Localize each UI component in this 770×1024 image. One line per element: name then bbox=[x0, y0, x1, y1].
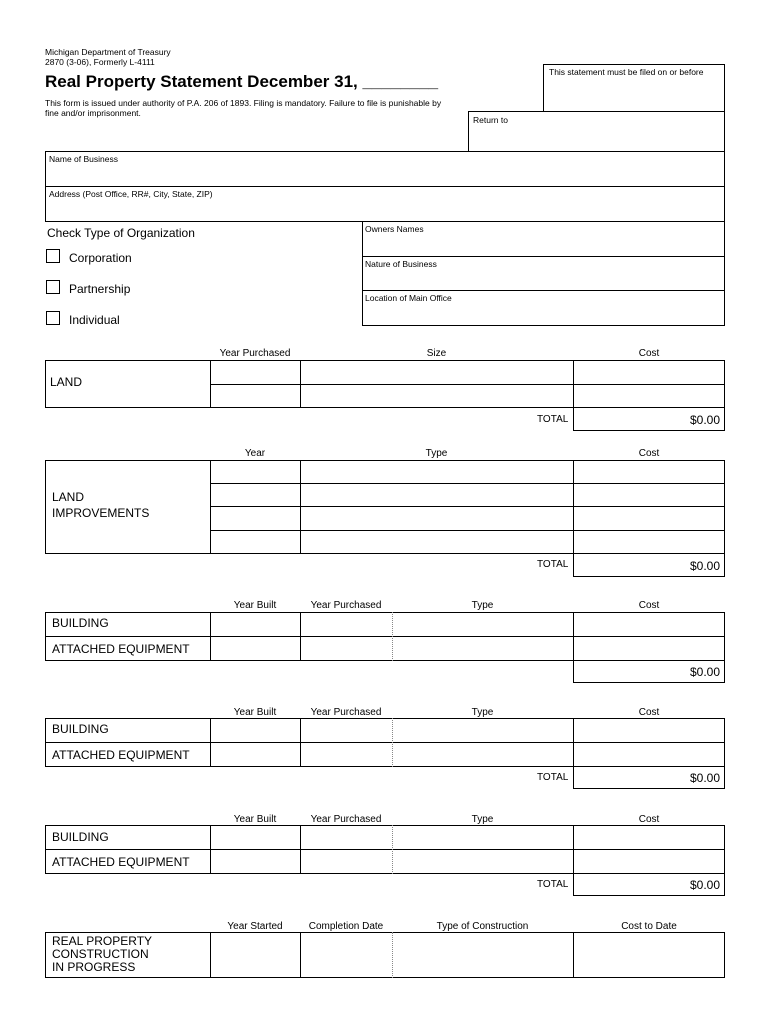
improvements-total-label: TOTAL bbox=[537, 559, 569, 570]
filing-deadline-field[interactable] bbox=[543, 64, 725, 112]
improvements-type-header: Type bbox=[425, 448, 448, 459]
building3-type-header: Type bbox=[471, 814, 494, 825]
construction-caption-line2: CONSTRUCTION bbox=[52, 947, 149, 961]
partnership-label: Partnership bbox=[69, 282, 131, 296]
improvements-cost-header: Cost bbox=[638, 448, 660, 459]
improvements-total-field[interactable] bbox=[573, 553, 725, 577]
owners-names-label: Owners Names bbox=[365, 224, 424, 234]
land-cost-input-2[interactable] bbox=[573, 384, 725, 408]
main-office-location-field[interactable] bbox=[362, 290, 725, 326]
improvements-caption-line2: IMPROVEMENTS bbox=[52, 506, 150, 520]
business-name-label: Name of Business bbox=[49, 154, 118, 164]
building1-type-header: Type bbox=[471, 600, 494, 611]
page-title: Real Property Statement December 31, ________ bbox=[45, 72, 439, 91]
land-caption: LAND bbox=[50, 375, 83, 389]
nature-of-business-label: Nature of Business bbox=[365, 259, 437, 269]
building3-building-label: BUILDING bbox=[52, 830, 109, 844]
building2-total-label: TOTAL bbox=[537, 772, 569, 783]
construction-year-started-header: Year Started bbox=[227, 921, 283, 932]
land-year-purchased-input-1[interactable] bbox=[210, 360, 301, 385]
building2-building-label: BUILDING bbox=[52, 722, 109, 736]
corporation-label: Corporation bbox=[69, 251, 132, 265]
building2-year-purchased-header: Year Purchased bbox=[310, 707, 382, 718]
land-size-input-1[interactable] bbox=[300, 360, 573, 385]
building2-equipment-label: ATTACHED EQUIPMENT bbox=[52, 748, 190, 762]
land-cost-header: Cost bbox=[638, 348, 660, 359]
building2-total-field[interactable] bbox=[573, 766, 725, 789]
land-total-field[interactable] bbox=[573, 407, 725, 431]
building3-year-built-header: Year Built bbox=[233, 814, 277, 825]
building3-year-purchased-header: Year Purchased bbox=[310, 814, 382, 825]
building3-equipment-label: ATTACHED EQUIPMENT bbox=[52, 855, 190, 869]
building3-total-value: $0.00 bbox=[689, 878, 720, 892]
land-size-header: Size bbox=[426, 348, 447, 359]
construction-caption-line3: IN PROGRESS bbox=[52, 960, 136, 974]
construction-caption-line1: REAL PROPERTY bbox=[52, 934, 153, 948]
construction-cost-header: Cost to Date bbox=[621, 921, 677, 932]
owners-names-field[interactable] bbox=[362, 221, 725, 257]
building3-cost-header: Cost bbox=[638, 814, 660, 825]
building2-year-built-header: Year Built bbox=[233, 707, 277, 718]
improvements-year-header: Year bbox=[244, 448, 266, 459]
land-cost-input-1[interactable] bbox=[573, 360, 725, 385]
construction-completion-header: Completion Date bbox=[308, 921, 384, 932]
main-office-location-label: Location of Main Office bbox=[365, 293, 452, 303]
address-label: Address (Post Office, RR#, City, State, ZIP) bbox=[49, 189, 213, 199]
nature-of-business-field[interactable] bbox=[362, 256, 725, 291]
department-label: Michigan Department of Treasury bbox=[45, 47, 171, 57]
return-to-field[interactable] bbox=[468, 111, 725, 152]
building1-cost-header: Cost bbox=[638, 600, 660, 611]
improvements-input-area[interactable] bbox=[210, 460, 725, 554]
building3-total-label: TOTAL bbox=[537, 879, 569, 890]
business-name-field[interactable] bbox=[45, 151, 725, 187]
corporation-checkbox[interactable] bbox=[46, 249, 60, 263]
building3-total-field[interactable] bbox=[573, 873, 725, 896]
building1-total-field[interactable] bbox=[573, 660, 725, 683]
building3-input-area[interactable] bbox=[210, 825, 725, 874]
building2-input-area[interactable] bbox=[210, 718, 725, 767]
land-size-input-2[interactable] bbox=[300, 384, 573, 408]
form-number: 2870 (3-06), Formerly L-4111 bbox=[45, 57, 155, 67]
building1-year-built-header: Year Built bbox=[233, 600, 277, 611]
return-to-label: Return to bbox=[473, 115, 508, 125]
building1-total-value: $0.00 bbox=[689, 665, 720, 679]
building2-total-value: $0.00 bbox=[689, 771, 720, 785]
individual-checkbox[interactable] bbox=[46, 311, 60, 325]
building1-year-purchased-header: Year Purchased bbox=[310, 600, 382, 611]
land-year-purchased-header: Year Purchased bbox=[219, 348, 291, 359]
construction-type-header: Type of Construction bbox=[436, 921, 529, 932]
individual-label: Individual bbox=[69, 313, 120, 327]
construction-input-area[interactable] bbox=[210, 932, 725, 978]
building1-equipment-label: ATTACHED EQUIPMENT bbox=[52, 642, 190, 656]
land-year-purchased-input-2[interactable] bbox=[210, 384, 301, 408]
partnership-checkbox[interactable] bbox=[46, 280, 60, 294]
improvements-caption-line1: LAND bbox=[52, 490, 85, 504]
building2-type-header: Type bbox=[471, 707, 494, 718]
authority-text: This form is issued under authority of P.A. 206 of 1893. Filing is mandatory. Failure to file is punishable by fine and/or imprisonment. bbox=[45, 98, 442, 118]
land-total-value: $0.00 bbox=[689, 413, 720, 427]
building2-cost-header: Cost bbox=[638, 707, 660, 718]
organization-type-label: Check Type of Organization bbox=[47, 226, 195, 240]
improvements-total-value: $0.00 bbox=[689, 559, 720, 573]
building1-input-area[interactable] bbox=[210, 612, 725, 661]
filing-deadline-label: This statement must be filed on or before bbox=[549, 67, 704, 77]
land-total-label: TOTAL bbox=[537, 414, 569, 425]
building1-building-label: BUILDING bbox=[52, 616, 109, 630]
address-field[interactable] bbox=[45, 186, 725, 222]
